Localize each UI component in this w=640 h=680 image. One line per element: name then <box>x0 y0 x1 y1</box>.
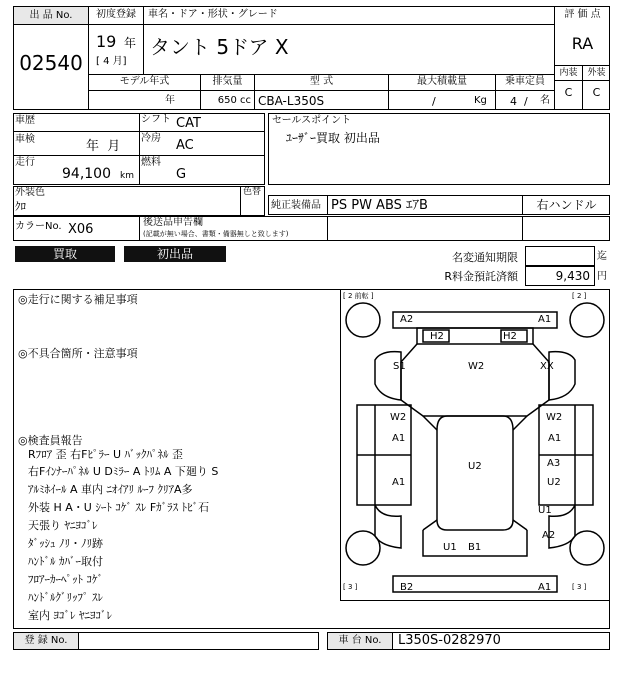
report-line: ﾊﾝﾄﾞﾙｸﾞﾘｯﾌﾟ ｽﾚ <box>28 591 103 604</box>
report-line: 天張り ﾔﾆﾖｺﾞﾚ <box>28 519 98 532</box>
mark-door-left-1: W2 <box>390 412 407 423</box>
mark-front-bumper-right: A1 <box>538 314 552 325</box>
ac: AC <box>176 138 194 153</box>
defects-label: ◎不具合箇所・注意事項 <box>18 347 138 360</box>
report-line: ﾌﾛｱｰｶｰﾍﾟｯﾄ ｺｹﾞ <box>28 573 103 586</box>
mark-quarter-right-2: A2 <box>542 530 556 541</box>
report-line: 外装 H A・U ｼｰﾄ ｺｹﾞ ｽﾚ Fｶﾞﾗｽ ﾄﾋﾞ石 <box>28 501 210 514</box>
fuel: G <box>176 167 187 182</box>
mark-door-left-3: A1 <box>392 477 406 488</box>
driving-notes-label: ◎走行に関する補足事項 <box>18 293 138 306</box>
mileage-unit: km <box>120 171 134 181</box>
mileage: 94,100 <box>62 166 111 182</box>
mark-door-right-2: A1 <box>548 433 562 444</box>
report-line: ﾊﾝﾄﾞﾙ ｶﾊﾞｰ取付 <box>28 555 103 568</box>
mark-roof: U2 <box>468 461 482 472</box>
standard-equipment-label: 純正装備品 <box>271 200 321 211</box>
capacity: 4 <box>510 95 517 108</box>
sales-point: ﾕｰｻﾞｰ買取 初出品 <box>286 131 380 145</box>
color-no: X06 <box>68 222 94 237</box>
interior-label: 内装 <box>559 68 578 78</box>
reg-no-label: 登 録 No. <box>14 633 78 649</box>
report-line: 右Fｲﾝﾅｰﾊﾟﾈﾙ U Dﾐﾗｰ A ﾄﾘﾑ A 下廻り S <box>28 465 219 478</box>
repaint-label: 色替 <box>243 187 262 197</box>
mark-trunk-1: U1 <box>443 542 457 553</box>
model: CBA-L350S <box>258 94 325 108</box>
chassis-label: 車 台 No. <box>328 633 392 649</box>
max-load-value: / <box>432 95 436 108</box>
first-reg-label: 初度登録 <box>96 9 136 20</box>
car-outline-svg <box>341 290 609 600</box>
deadline-label: 名変通知期限 <box>452 251 518 264</box>
chassis-no: L350S-0282970 <box>398 633 501 648</box>
handle-side: 右ハンドル <box>536 198 597 212</box>
mark-headlight-right: H2 <box>503 331 517 342</box>
report-line: ｱﾙﾐﾎｲｰﾙ A 車内 ﾆｵｲｱﾘ ﾙｰﾌ ｸﾘｱA多 <box>28 483 193 496</box>
fuel-label: 燃料 <box>141 157 161 168</box>
capacity-label: 乗車定員 <box>505 76 545 87</box>
capacity-unit: 名 <box>540 95 550 106</box>
exterior-label: 外装 <box>587 68 606 78</box>
lot-no-label: 出 品 No. <box>14 7 88 24</box>
sales-point-label: セールスポイント <box>272 115 352 126</box>
lot-no: 02540 <box>19 51 83 75</box>
mark-rear-bumper-left: B2 <box>400 582 414 593</box>
model-year-label: モデル年式 <box>119 76 170 87</box>
wheel-label-front-left: [ 2 前転 ] <box>343 292 374 300</box>
inspection-value: 年 月 <box>86 139 121 154</box>
displacement: 650 cc <box>217 95 251 106</box>
displacement-label: 排気量 <box>212 76 243 87</box>
exterior-color: ｸﾛ <box>15 200 26 213</box>
exterior-grade: C <box>592 86 601 99</box>
exterior-color-label: 外装色 <box>15 187 45 198</box>
capacity-sep: / <box>524 95 528 108</box>
month: [ 4 月] <box>96 56 127 67</box>
car-name-label: 車名・ドア・形状・グレード <box>148 9 278 20</box>
report-line: Rﾌﾛｱ 歪 右Fﾋﾟﾗｰ U ﾊﾞｯｸﾊﾟﾈﾙ 歪 <box>28 448 184 461</box>
car-name: タント 5ドア X <box>150 35 289 59</box>
shift-label: シフト <box>141 114 171 125</box>
mileage-label: 走行 <box>15 157 35 168</box>
standard-equipment: PS PW ABS ｴｱB <box>331 198 428 213</box>
ac-label: 冷房 <box>141 133 161 144</box>
mark-door-right-1: W2 <box>546 412 563 423</box>
recycle-label: R料金預託済額 <box>444 270 518 283</box>
mark-headlight-left: H2 <box>430 331 444 342</box>
mark-rear-bumper-right: A1 <box>538 582 552 593</box>
model-label: 型 式 <box>309 76 334 87</box>
recycle-unit: 円 <box>597 271 607 282</box>
shift: CAT <box>176 116 201 131</box>
interior-grade: C <box>564 86 573 99</box>
color-no-label: カラーNo. <box>15 221 62 232</box>
mark-hood: W2 <box>468 361 485 372</box>
aftermarket-note: (記載が無い場合、書類・備器無しと致します) <box>143 230 289 238</box>
report-line: 室内 ﾖｺﾞﾚ ﾔﾆﾖｺﾞﾚ <box>28 609 112 622</box>
mark-front-bumper-left: A2 <box>400 314 414 325</box>
mark-door-right-3: A3 <box>547 458 561 469</box>
mark-quarter-right-1: U1 <box>538 505 552 516</box>
mark-fender-right: XX <box>540 361 554 372</box>
wheel-label-rear-right: [ 3 ] <box>572 583 587 591</box>
model-year-unit: 年 <box>165 95 175 106</box>
year-unit: 年 <box>124 36 137 50</box>
car-diagram <box>340 289 610 601</box>
wheel-label-front-right: [ 2 ] <box>572 292 587 300</box>
year: 19 <box>96 32 117 51</box>
mark-trunk-2: B1 <box>468 542 482 553</box>
inspector-report-label: ◎検査員報告 <box>18 434 83 447</box>
tag-first-listing: 初出品 <box>124 246 226 262</box>
grade-label: 評 価 点 <box>564 9 601 20</box>
inspection-label: 車検 <box>15 134 35 145</box>
max-load-unit: Kg <box>474 95 487 106</box>
tag-buyback: 買取 <box>15 246 115 262</box>
mark-door-left-2: A1 <box>392 433 406 444</box>
mark-fender-left: S1 <box>393 361 406 372</box>
max-load-label: 最大積載量 <box>417 76 467 87</box>
mark-door-right-4: U2 <box>547 477 561 488</box>
recycle-amount: 9,430 <box>555 269 590 283</box>
report-line: ﾀﾞｯｼｭ ﾉﾘ・ﾉﾘ跡 <box>28 537 103 550</box>
wheel-label-rear-left: [ 3 ] <box>343 583 358 591</box>
history-label: 車歴 <box>15 115 35 126</box>
grade-score: RA <box>571 34 594 53</box>
deadline-value <box>525 246 595 266</box>
deadline-unit: 迄 <box>597 251 607 262</box>
aftermarket-label: 後送品申告欄 <box>143 217 203 228</box>
